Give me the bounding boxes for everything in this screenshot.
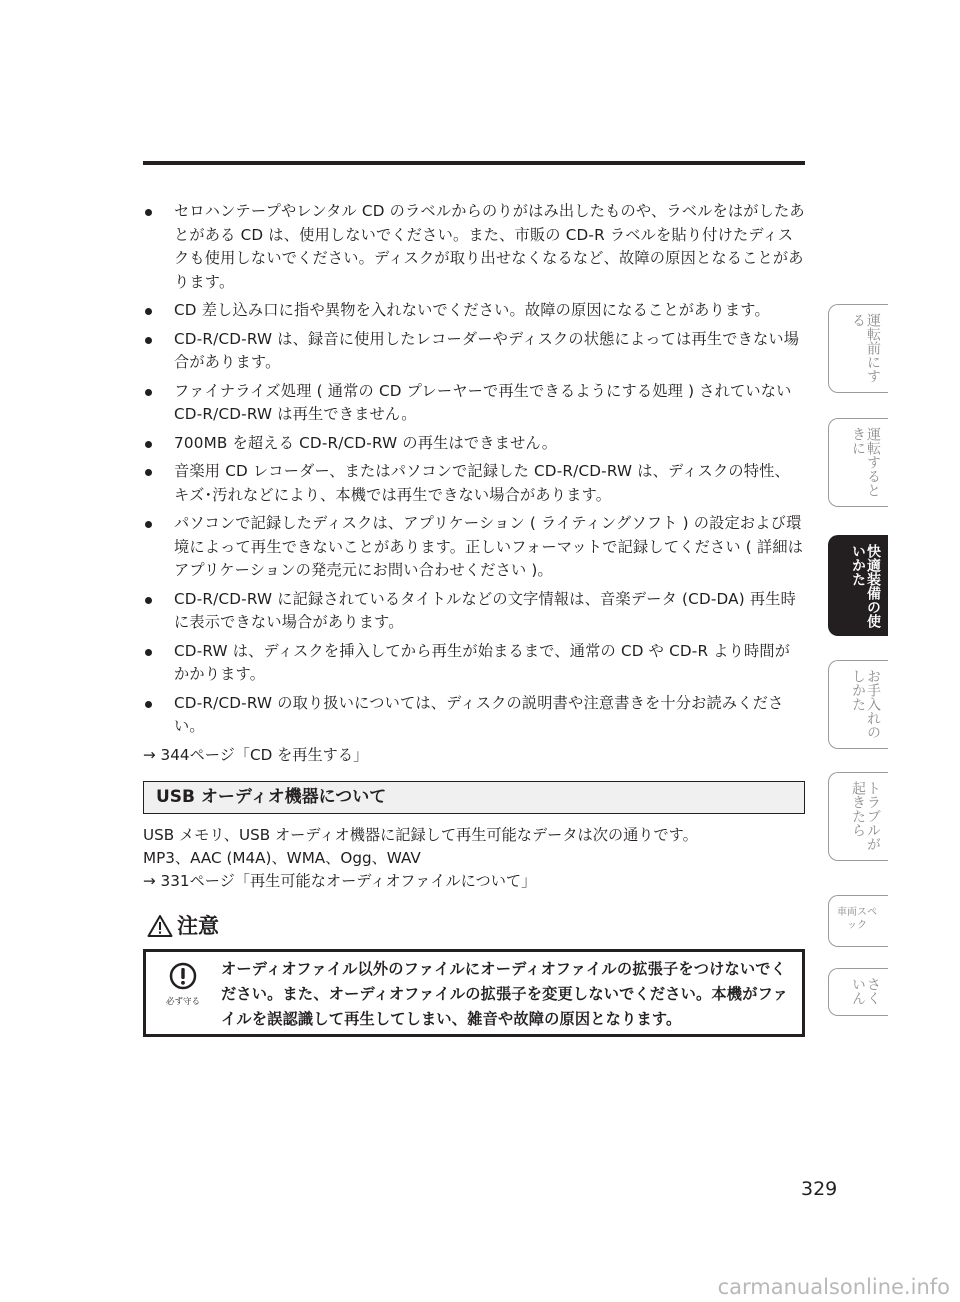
side-tab-maintenance[interactable]	[828, 660, 888, 749]
side-tab-label: トラブルが起きたら	[850, 781, 881, 851]
main-content	[143, 200, 805, 1037]
side-tab-label: お手入れのしかた	[850, 669, 881, 739]
bullet-icon	[145, 389, 152, 396]
exclamation-circle-icon	[169, 962, 197, 990]
bullet-icon	[145, 441, 152, 448]
side-tab-label: 快適装備の使いかた	[850, 544, 881, 628]
side-tab-specs[interactable]	[828, 895, 888, 947]
top-rule	[143, 161, 805, 165]
side-tab-index[interactable]	[828, 968, 888, 1016]
page-number: 329	[801, 1178, 838, 1200]
side-tab-label: さくいん	[850, 977, 881, 1005]
bullet-list	[143, 200, 805, 739]
bullet-icon	[145, 469, 152, 476]
bullet-icon	[145, 701, 152, 708]
side-tab-comfort-equipment[interactable]	[828, 535, 888, 636]
side-tab-while-driving[interactable]	[828, 418, 888, 507]
side-tab-before-driving[interactable]	[828, 304, 888, 393]
bullet-icon	[145, 209, 152, 216]
caution-box	[143, 949, 805, 1037]
cross-reference-audio[interactable]: → 331ページ「再生可能なオーディオファイルについて」	[143, 871, 537, 890]
must-observe-icon	[162, 962, 204, 1007]
list-item: 700MB を超える CD-R/CD-RW の再生はできません。	[143, 432, 805, 456]
side-tab-label: 運転するときに	[850, 427, 881, 497]
bullet-icon	[145, 597, 152, 604]
caution-header	[147, 911, 805, 941]
section-body	[143, 824, 805, 893]
side-tab-troubleshooting[interactable]	[828, 772, 888, 861]
watermark: carmanualsonline.info	[717, 1275, 950, 1299]
list-item: CD-R/CD-RW に記録されているタイトルなどの文字情報は、音楽データ (CD-DA) 再生時に表示できない場合があります。	[143, 588, 805, 635]
side-tab-label: 運転前にする	[850, 313, 881, 383]
caution-title: 注意	[177, 913, 219, 938]
caution-text: オーディオファイル以外のファイルにオーディオファイルの拡張子をつけないでください。また、オーディオファイルの拡張子を変更しないでください。本機がファイルを誤認識して再生してしまい、雑音や故障の原因となります。	[221, 959, 789, 1028]
list-item: セロハンテープやレンタル CD のラベルからのりがはみ出したものや、ラベルをはがしたあとがある CD は、使用しないでください。また、市販の CD-R ラベルを貼り付けたディスクも使用しないでください。ディスクが取り出せなくなるなど、故障の原因となることがあります。	[143, 200, 805, 294]
list-item: CD-R/CD-RW は、録音に使用したレコーダーやディスクの状態によっては再生できない場合があります。	[143, 328, 805, 375]
list-item: パソコンで記録したディスクは、アプリケーション ( ライティングソフト ) の設定および環境によって再生できないことがあります。正しいフォーマットで記録してください ( 詳細はアプリケーションの発売元にお問い合わせください )。	[143, 512, 805, 583]
bullet-icon	[145, 337, 152, 344]
list-item: CD-R/CD-RW の取り扱いについては、ディスクの説明書や注意書きを十分お読みください。	[143, 692, 805, 739]
warning-triangle-icon	[147, 914, 173, 938]
section-heading: USB オーディオ機器について	[143, 781, 805, 814]
list-item: ファイナライズ処理 ( 通常の CD プレーヤーで再生できるようにする処理 ) されていない CD-R/CD-RW は再生できません。	[143, 380, 805, 427]
side-tab-label: 車両スペック	[837, 907, 877, 931]
cross-reference-cd[interactable]: → 344ページ「CD を再生する」	[143, 745, 369, 764]
list-item: CD-RW は、ディスクを挿入してから再生が始まるまで、通常の CD や CD-R より時間がかかります。	[143, 640, 805, 687]
bullet-icon	[145, 521, 152, 528]
usb-description: USB メモリ、USB オーディオ機器に記録して再生可能なデータは次の通りです。	[143, 825, 698, 844]
must-observe-label: 必ず守る	[165, 996, 200, 1007]
supported-formats: MP3、AAC (M4A)、WMA、Ogg、WAV	[143, 848, 421, 867]
bullet-icon	[145, 308, 152, 315]
list-item: 音楽用 CD レコーダー、またはパソコンで記録した CD-R/CD-RW は、ディスクの特性、キズ･汚れなどにより、本機では再生できない場合があります。	[143, 460, 805, 507]
bullet-icon	[145, 649, 152, 656]
list-item: CD 差し込み口に指や異物を入れないでください。故障の原因になることがあります。	[143, 299, 805, 323]
